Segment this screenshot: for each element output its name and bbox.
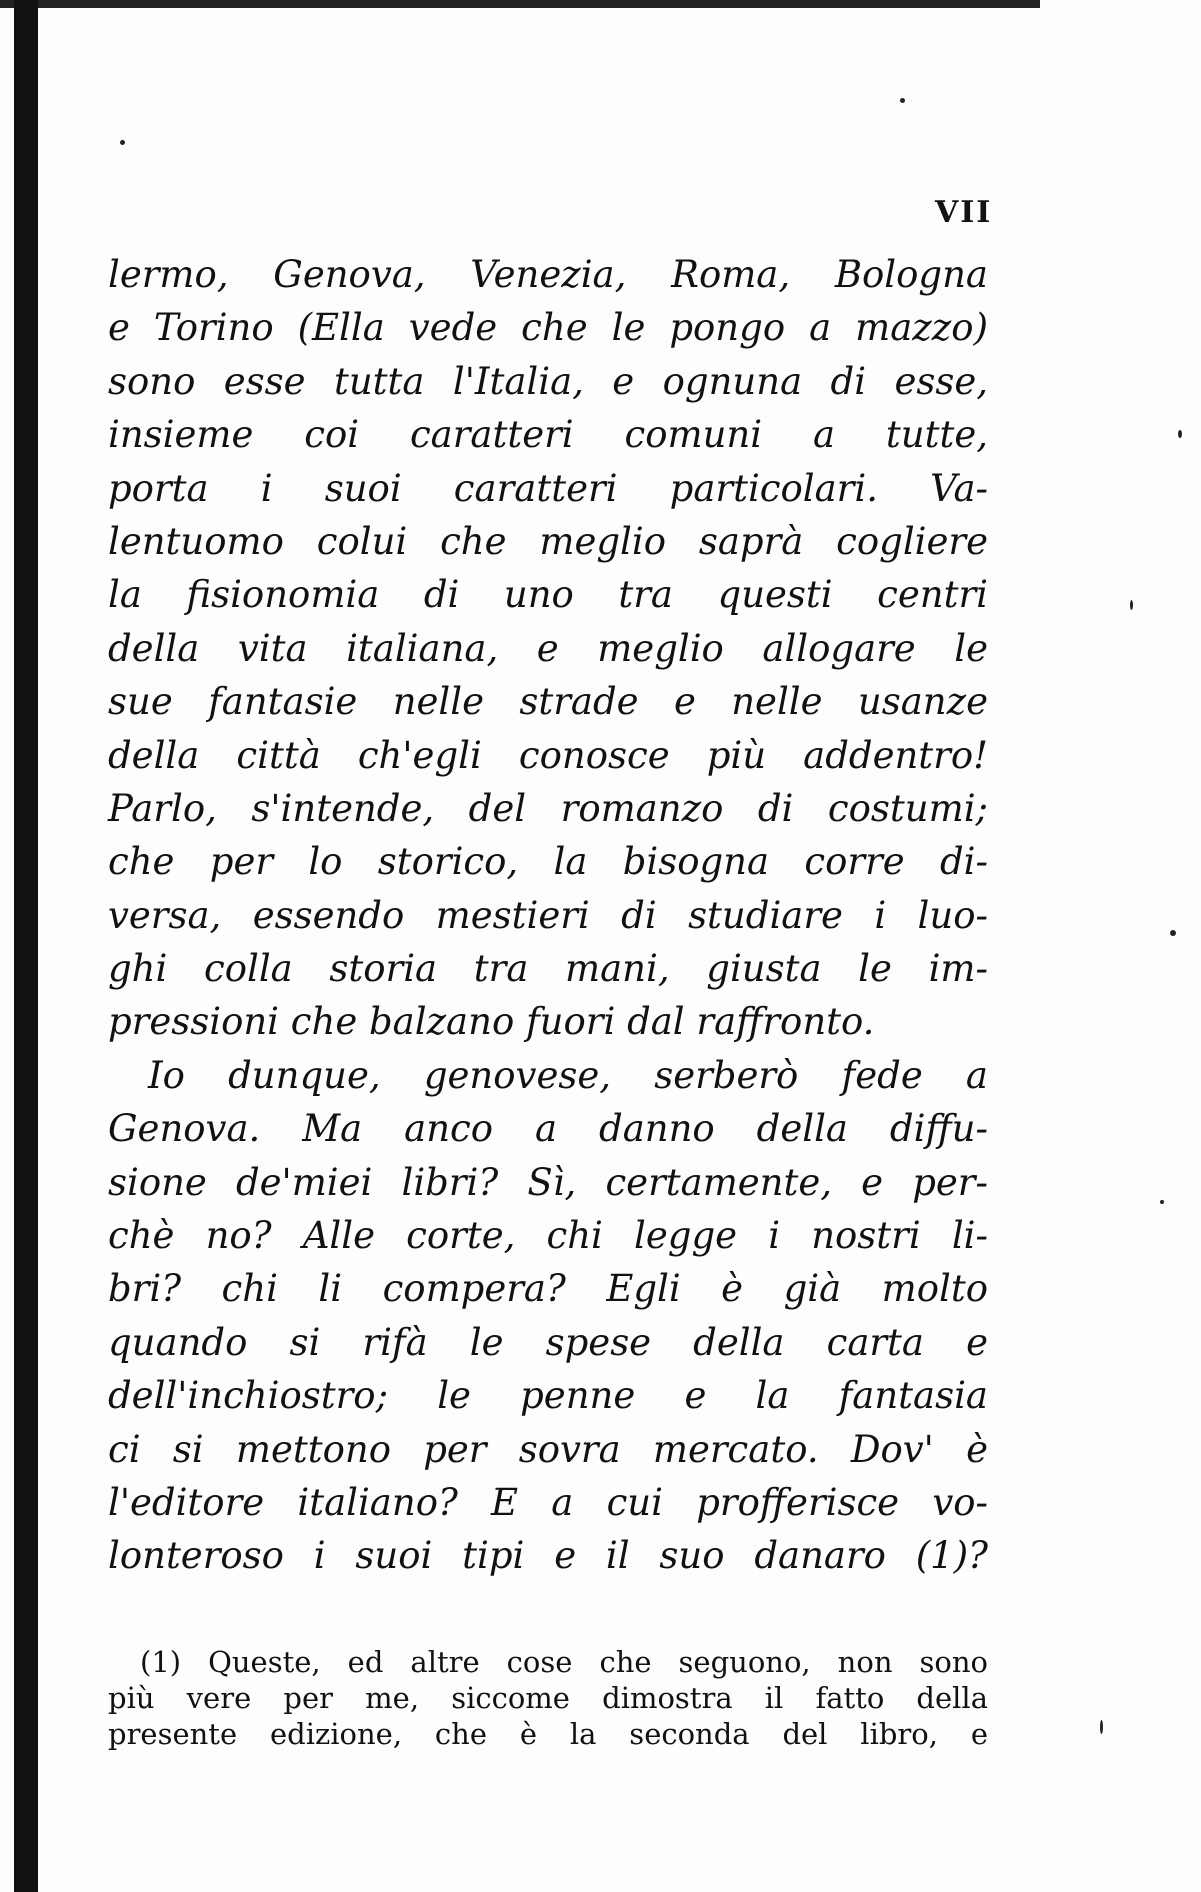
scan-speck [1170, 930, 1176, 936]
text-line: della vita italiana, e meglio allogare le [108, 626, 988, 670]
text-line: chè no? Alle corte, chi legge i nostri li- [108, 1214, 988, 1258]
text-line: insieme coi caratteri comuni a tutte, [108, 413, 988, 457]
text-line: sione de'miei libri? Sì, certamente, e per- [108, 1160, 988, 1204]
text-line: e Torino (Ella vede che le pongo a mazzo) [108, 306, 988, 350]
body-text [108, 248, 988, 1583]
scan-speck [1178, 430, 1182, 438]
scan-speck [1160, 1200, 1164, 1204]
text-line: che per lo storico, la bisogna corre di- [108, 840, 988, 884]
text-line: Parlo, s'intende, del romanzo di costumi; [108, 786, 988, 830]
left-scan-border [14, 0, 38, 1892]
text-line: quando si rifà le spese della carta e [108, 1320, 988, 1364]
footnote-line: (1) Queste, ed altre cose che seguono, non sono [140, 1645, 988, 1679]
text-line: lentuomo colui che meglio saprà cogliere [108, 519, 988, 563]
text-line: la fisionomia di uno tra questi centri [108, 573, 988, 617]
text-line: l'editore italiano? E a cui profferisce vo- [108, 1480, 988, 1524]
scan-speck [120, 140, 125, 145]
footnote-line: più vere per me, siccome dimostra il fatto della [108, 1681, 988, 1715]
text-line: lermo, Genova, Venezia, Roma, Bologna [108, 253, 988, 296]
text-line: Io dunque, genovese, serberò fede a [148, 1053, 988, 1097]
page-number: VII [935, 195, 993, 230]
footnote-line: presente edizione, che è la seconda del libro, e [108, 1717, 988, 1751]
text-line: ghi colla storia tra mani, giusta le im- [108, 947, 988, 991]
text-line: versa, essendo mestieri di studiare i luo- [108, 893, 988, 937]
scan-speck [900, 98, 905, 103]
text-line: lonteroso i suoi tipi e il suo danaro (1)? [108, 1534, 988, 1578]
footnote [108, 1644, 988, 1752]
text-line: sono esse tutta l'Italia, e ognuna di esse, [108, 359, 988, 403]
top-scan-border [0, 0, 1040, 8]
text-line: Genova. Ma anco a danno della diffu- [108, 1107, 988, 1151]
text-line: pressioni che balzano fuori dal raffronto. [108, 1000, 875, 1044]
scan-speck [1100, 1720, 1103, 1734]
text-line: bri? chi li compera? Egli è già molto [108, 1267, 988, 1311]
text-line: porta i suoi caratteri particolari. Va- [108, 466, 988, 510]
text-line: dell'inchiostro; le penne e la fantasia [108, 1374, 988, 1418]
text-line: sue fantasie nelle strade e nelle usanze [108, 680, 988, 724]
text-line: della città ch'egli conosce più addentro! [108, 733, 988, 777]
scan-speck [1130, 600, 1133, 610]
text-line: ci si mettono per sovra mercato. Dov' è [108, 1427, 988, 1471]
